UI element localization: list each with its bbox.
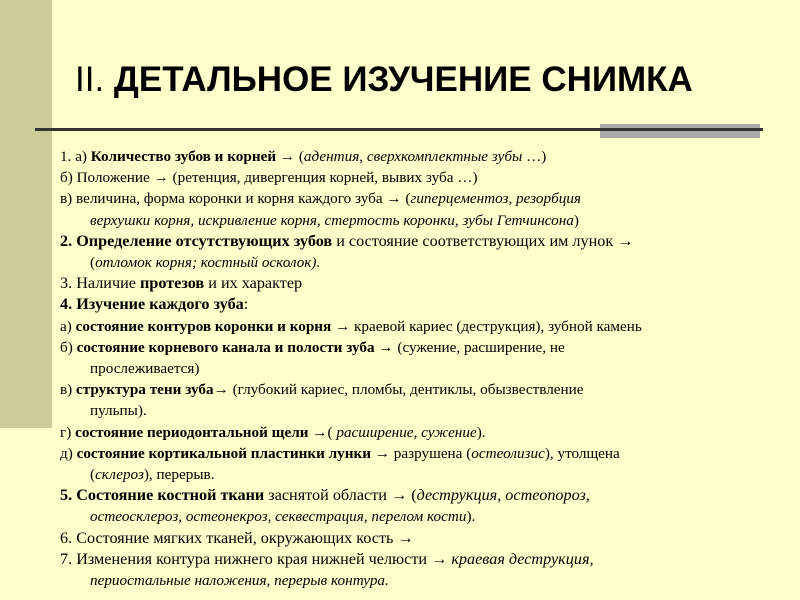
content-line (60, 485, 796, 506)
text-segment: …) (522, 148, 547, 165)
text-segment: ) (573, 211, 579, 229)
text-segment: → (глубокий кариес, пломбы, дентиклы, обызвествление (213, 381, 584, 399)
bold-text: состояние кортикальной пластинки лунки (76, 444, 372, 462)
text-segment: : (243, 295, 249, 314)
text-segment: ). (476, 423, 486, 441)
content-line (60, 316, 796, 337)
italic-text: периостальные наложения, перерыв контура. (90, 572, 389, 590)
title-numeral: II. (75, 60, 105, 99)
title-divider (35, 128, 763, 131)
text-segment: →( (308, 423, 337, 441)
content-line (60, 188, 796, 209)
text-segment: ). (466, 508, 476, 526)
title-gray-accent (600, 124, 760, 138)
content-line (60, 273, 796, 294)
content-line (60, 379, 796, 400)
text-segment: пульпы). (90, 402, 147, 420)
italic-text: верхушки корня, искривление корня, стертость коронки, зубы Гетчинсона (90, 211, 574, 229)
text-segment: → краевой кариес (деструкция), зубной камень (331, 317, 642, 335)
title-text: ДЕТАЛЬНОЕ ИЗУЧЕНИЕ СНИМКА (113, 60, 693, 99)
text-segment: 6. Состояние мягких тканей, окружающих кость → (60, 528, 414, 547)
text-segment: в) (60, 381, 77, 399)
text-segment: прослеживается) (90, 360, 200, 378)
italic-text: краевая деструкция, (451, 549, 594, 568)
bold-text: состояние контуров коронки и корня (75, 317, 332, 335)
italic-text: остеосклероз, остеонекроз, секвестрация, перелом кости (90, 508, 467, 526)
text-segment: в) величина, форма коронки и корня каждого зуба → ( (60, 190, 411, 208)
bold-text: протезов (139, 274, 205, 293)
text-segment: б) Положение → (ретенция, дивергенция корней, вывих зуба …) (60, 169, 478, 187)
text-segment: и их характер (204, 274, 303, 293)
text-segment: 3. Наличие (60, 274, 140, 293)
slide-content (60, 146, 796, 591)
content-line (60, 443, 796, 464)
bold-text: состояние корневого канала и полости зуба (76, 338, 375, 356)
italic-text: остеолизис (471, 444, 545, 462)
text-segment: 7. Изменения контура нижнего края нижней челюсти → (60, 549, 452, 568)
content-line (60, 528, 796, 549)
content-line (60, 358, 796, 379)
text-segment: г) (60, 423, 76, 441)
text-segment: ( (90, 466, 96, 484)
bold-text: 4. Изучение каждого зуба (60, 295, 244, 314)
content-line (60, 294, 796, 315)
italic-text: адентия, сверхкомплектные зубы (303, 148, 523, 165)
content-line (60, 506, 796, 527)
content-line (60, 167, 796, 188)
content-line (60, 231, 796, 252)
side-accent-bar (0, 0, 52, 428)
text-segment: → (сужение, расширение, не (374, 338, 565, 356)
text-segment: 1. а) (60, 148, 91, 165)
italic-text: гиперцементоз, резорбция (410, 190, 581, 208)
slide-title (75, 58, 775, 102)
text-segment: ), перерыв. (143, 466, 215, 484)
text-segment: ), утолщена (544, 444, 620, 462)
bold-text: структура тени зуба (76, 381, 214, 399)
text-segment: д) (60, 444, 77, 462)
text-segment: ( (90, 254, 96, 272)
content-line (60, 570, 796, 591)
bold-text: состояние периодонтальной щели (75, 423, 309, 441)
text-segment: и состояние соответствующих им лунок → (332, 231, 634, 250)
content-line (60, 146, 796, 167)
bold-text: Количество зубов и корней (90, 148, 277, 165)
italic-text: склероз (95, 466, 144, 484)
bold-text: 5. Состояние костной ткани (60, 486, 265, 505)
text-segment: б) (60, 338, 77, 356)
content-line (60, 337, 796, 358)
text-segment: → разрушена ( (371, 444, 472, 462)
content-line (60, 422, 796, 443)
italic-text: деструкция, остеопороз, (416, 486, 590, 505)
bold-text: 2. Определение отсутствующих зубов (60, 231, 333, 250)
content-line (60, 210, 796, 231)
text-segment: → ( (276, 148, 304, 165)
text-segment: а) (60, 317, 76, 335)
italic-text: расширение, сужение (336, 423, 477, 441)
content-line (60, 549, 796, 570)
text-segment: заснятой области → ( (264, 486, 417, 505)
content-line (60, 252, 796, 273)
content-line (60, 464, 796, 485)
content-line (60, 400, 796, 421)
italic-text: отломок корня; костный осколок). (95, 254, 321, 272)
